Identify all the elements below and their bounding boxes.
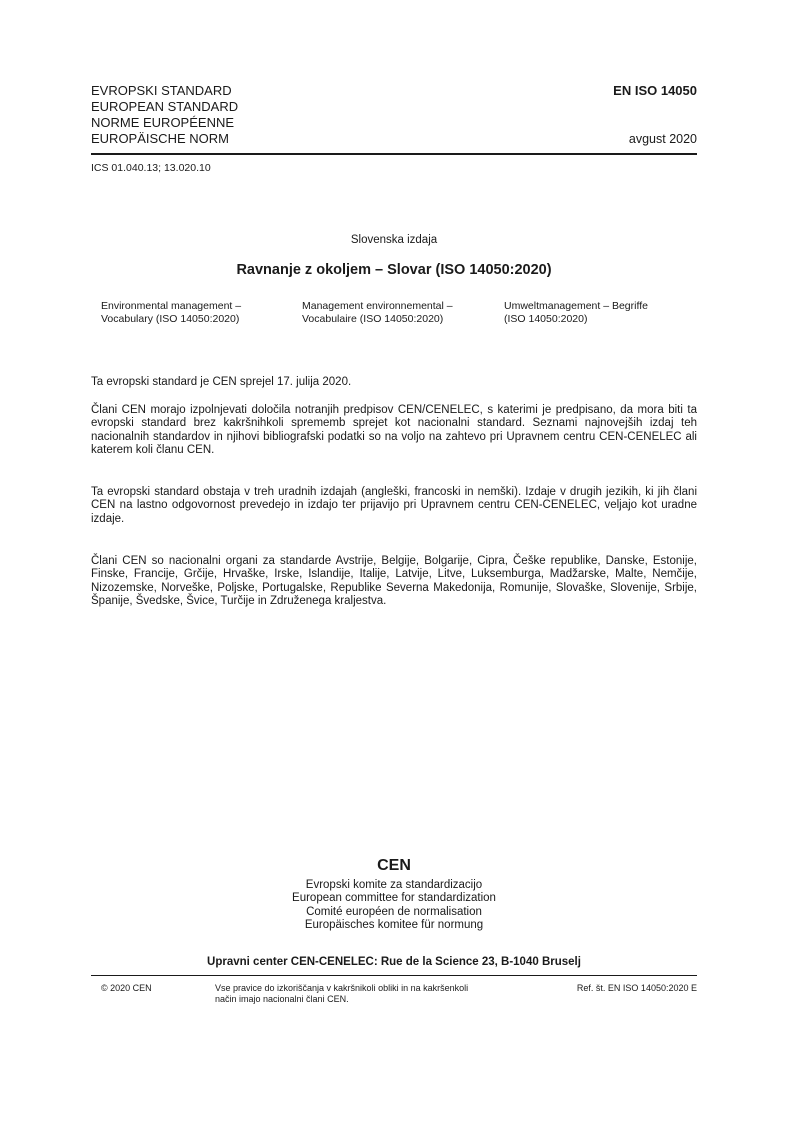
alt-title-de xyxy=(504,300,648,326)
cen-name-fr: Comité européen de normalisation xyxy=(306,905,482,918)
standard-number: EN ISO 14050 xyxy=(613,83,697,98)
rights-line: način imajo nacionalni člani CEN. xyxy=(215,994,349,1004)
cen-name-sl: Evropski komite za standardizacijo xyxy=(305,879,483,891)
paragraph-obligations: Člani CEN morajo izpolnjevati določila notranjih predpisov CEN/CENELEC, s katerimi je predpisano, da mora biti ta evropski standard brez kakršnihkoli sprememb sprejet kot nacionalni standard. Seznami najnovejših izdaj teh nacionalnih standardov in njihovi bibliografski podatki so na voljo na zahtevo pri Upravnem centru CEN-CENELEC ali katerem koli članu CEN. xyxy=(91,404,697,456)
alt-title-en xyxy=(101,300,241,326)
edition-label: Slovenska izdaja xyxy=(350,234,438,246)
standard-type-names xyxy=(91,83,238,147)
document-title: Ravnanje z okoljem – Slovar (ISO 14050:2020) xyxy=(236,262,552,278)
cen-full-names xyxy=(91,879,697,933)
standard-type-sl: EVROPSKI STANDARD xyxy=(91,83,232,98)
alt-title-line: Umweltmanagement – Begriffe xyxy=(504,300,648,312)
header-divider xyxy=(91,153,697,155)
rights-notice xyxy=(215,983,468,1005)
alt-title-line: Environmental management – xyxy=(101,300,242,312)
ics-codes: ICS 01.040.13; 13.020.10 xyxy=(91,162,211,174)
alt-title-line: Management environnemental – xyxy=(302,300,453,312)
alt-title-line: Vocabulaire (ISO 14050:2020) xyxy=(302,313,444,325)
footer-divider xyxy=(91,975,697,976)
alt-title-line: Vocabulary (ISO 14050:2020) xyxy=(101,313,240,325)
paragraph-members: Člani CEN so nacionalni organi za standarde Avstrije, Belgije, Bolgarije, Cipra, Češke republike, Danske, Estonije, Finske, Francije, Grčije, Hrvaške, Irske, Islandije, Italije, Latvije, Litve, Luksemburga, Madžarske, Malte, Nemčije, Nizozemske, Norveške, Poljske, Portugalske, Republike Severna Makedonija, Romunije, Slovaške, Slovenije, Srbije, Španije, Švedske, Švice, Turčije in Združenega kraljestva. xyxy=(91,555,697,607)
rights-line: Vse pravice do izkoriščanja v kakršnikoli obliki in na kakršenkoli xyxy=(215,983,469,993)
alt-title-fr xyxy=(302,300,453,326)
cen-name-de: Europäisches komitee für normung xyxy=(304,919,484,932)
paragraph-editions: Ta evropski standard obstaja v treh uradnih izdajah (angleški, francoski in nemški). Izdaje v drugih jezikih, ki jih člani CEN na lastno odgovornost prevedejo in izdajo ter prijavijo pri Upravnem centru CEN-CENELEC, veljajo kot uradne izdaje. xyxy=(91,486,697,525)
alt-title-line: (ISO 14050:2020) xyxy=(504,313,588,325)
cen-address: Upravni center CEN-CENELEC: Rue de la Science 23, B-1040 Bruselj xyxy=(207,956,581,968)
reference-number: Ref. št. EN ISO 14050:2020 E xyxy=(576,983,697,993)
paragraph-adoption: Ta evropski standard je CEN sprejel 17. julija 2020. xyxy=(91,376,352,388)
standard-type-en: EUROPEAN STANDARD xyxy=(91,99,239,114)
cen-acronym: CEN xyxy=(377,857,411,874)
standard-type-fr: NORME EUROPÉENNE xyxy=(91,115,235,130)
publication-date: avgust 2020 xyxy=(628,132,697,146)
standard-type-de: EUROPÄISCHE NORM xyxy=(91,131,229,146)
copyright: © 2020 CEN xyxy=(101,983,152,993)
cen-name-en: European committee for standardization xyxy=(292,892,496,905)
